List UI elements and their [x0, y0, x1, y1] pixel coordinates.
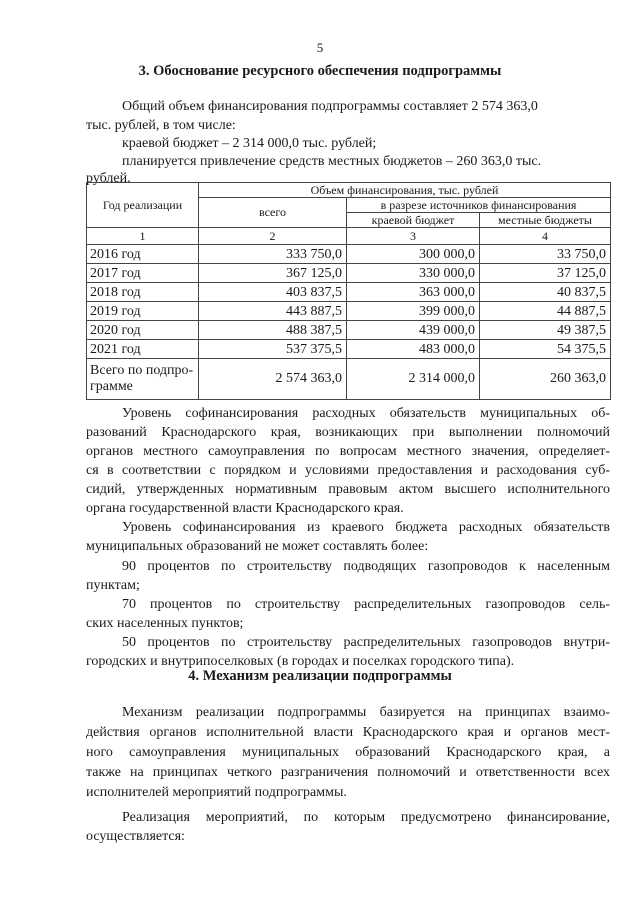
cell-grand-local: 260 363,0: [480, 359, 611, 400]
cell-total: 333 750,0: [199, 245, 347, 264]
intro-line-1: Общий объем финансирования подпрограммы составляет 2 574 363,0: [122, 99, 538, 114]
s4-para1-line-3: ного самоуправления муниципальных образований Краснодарского края, а: [86, 745, 610, 760]
cell-local: 37 125,0: [480, 264, 611, 283]
table-row: [87, 264, 611, 283]
intro-line-5: рублей.: [86, 171, 131, 186]
s4-para1-line-1: Механизм реализации подпрограммы базируется на принципах взаимо-: [122, 705, 610, 720]
para1-line-6: органа государственной власти Краснодарского края.: [86, 501, 404, 516]
para2-line-2: муниципальных образований не может составлять более:: [86, 539, 429, 554]
item50-line-1: 50 процентов по строительству распределительных газопроводов внутри-: [122, 635, 610, 650]
cell-total: 367 125,0: [199, 264, 347, 283]
cell-regional: 439 000,0: [347, 321, 480, 340]
cell-regional: 399 000,0: [347, 302, 480, 321]
table-row: [87, 340, 611, 359]
cell-regional: 363 000,0: [347, 283, 480, 302]
cell-total: 488 387,5: [199, 321, 347, 340]
cell-local: 40 837,5: [480, 283, 611, 302]
table-total-row: [87, 359, 611, 400]
para1-line-4: ся в соответствии с порядком и условиями предоставления и расходования суб-: [86, 463, 610, 478]
s4-para1-line-5: исполнителей мероприятий подпрограммы.: [86, 785, 347, 800]
intro-line-4: планируется привлечение средств местных бюджетов – 260 363,0 тыс.: [122, 154, 542, 169]
page-number: 5: [316, 40, 324, 55]
s4-para1-line-4: также на принципах четкого разграничения полномочий и ответственности всех: [86, 765, 610, 780]
cell-total: 537 375,5: [199, 340, 347, 359]
financing-table: [86, 182, 611, 400]
intro-line-3: краевой бюджет – 2 314 000,0 тыс. рублей;: [122, 136, 377, 151]
column-number: 2: [199, 228, 347, 245]
table-header-row: [87, 183, 611, 198]
item90-line-2: пунктам;: [86, 578, 140, 593]
header-breakdown: в разрезе источников финансирования: [347, 198, 611, 213]
s4-para2-line-2: осуществляется:: [86, 829, 185, 844]
cell-grand-total: 2 574 363,0: [199, 359, 347, 400]
table-row: [87, 302, 611, 321]
table-row: [87, 283, 611, 302]
total-label-line-2: грамме: [90, 379, 133, 394]
cell-year: 2021 год: [87, 340, 199, 359]
cell-total: 403 837,5: [199, 283, 347, 302]
table-row: [87, 321, 611, 340]
cell-regional: 483 000,0: [347, 340, 480, 359]
cell-year: 2018 год: [87, 283, 199, 302]
cell-total-label: [87, 359, 199, 400]
item70-line-1: 70 процентов по строительству распределительных газопроводов сель-: [122, 597, 610, 612]
cell-regional: 300 000,0: [347, 245, 480, 264]
cell-total: 443 887,5: [199, 302, 347, 321]
header-local: местные бюджеты: [480, 213, 611, 228]
column-number-row: [87, 228, 611, 245]
cell-grand-regional: 2 314 000,0: [347, 359, 480, 400]
intro-line-2: тыс. рублей, в том числе:: [86, 118, 236, 133]
cell-year: 2020 год: [87, 321, 199, 340]
para2-line-1: Уровень софинансирования из краевого бюджета расходных обязательств: [122, 520, 610, 535]
cell-year: 2017 год: [87, 264, 199, 283]
item70-line-2: ских населенных пунктов;: [86, 616, 244, 631]
cell-local: 54 375,5: [480, 340, 611, 359]
item90-line-1: 90 процентов по строительству подводящих газопроводов к населенным: [122, 559, 610, 574]
header-year: Год реализации: [87, 183, 199, 228]
cell-local: 49 387,5: [480, 321, 611, 340]
section-4-heading: 4. Механизм реализации подпрограммы: [188, 668, 452, 684]
para1-line-3: органов местного самоуправления по вопросам местного значения, определяет-: [86, 444, 610, 459]
table-row: [87, 245, 611, 264]
item50-line-2: городских и внутрипоселковых (в городах и поселках городского типа).: [86, 654, 515, 669]
header-total: всего: [199, 198, 347, 228]
header-regional: краевой бюджет: [347, 213, 480, 228]
para1-line-1: Уровень софинансирования расходных обязательств муниципальных об-: [122, 406, 610, 421]
para1-line-5: сидий, утвержденных нормативным правовым актом высшего исполнительного: [86, 482, 610, 497]
cell-local: 33 750,0: [480, 245, 611, 264]
section-3-heading: 3. Обоснование ресурсного обеспечения подпрограммы: [138, 63, 502, 79]
header-volume: Объем финансирования, тыс. рублей: [199, 183, 611, 198]
cell-year: 2019 год: [87, 302, 199, 321]
s4-para2-line-1: Реализация мероприятий, по которым предусмотрено финансирование,: [122, 810, 610, 825]
column-number: 4: [480, 228, 611, 245]
total-label-line-1: Всего по подпро-: [90, 363, 194, 378]
column-number: 3: [347, 228, 480, 245]
para1-line-2: разований Краснодарского края, возникающих при выполнении полномочий: [86, 425, 610, 440]
cell-year: 2016 год: [87, 245, 199, 264]
column-number: 1: [87, 228, 199, 245]
cell-local: 44 887,5: [480, 302, 611, 321]
cell-regional: 330 000,0: [347, 264, 480, 283]
s4-para1-line-2: действия органов исполнительной власти Краснодарского края и органов мест-: [86, 725, 610, 740]
